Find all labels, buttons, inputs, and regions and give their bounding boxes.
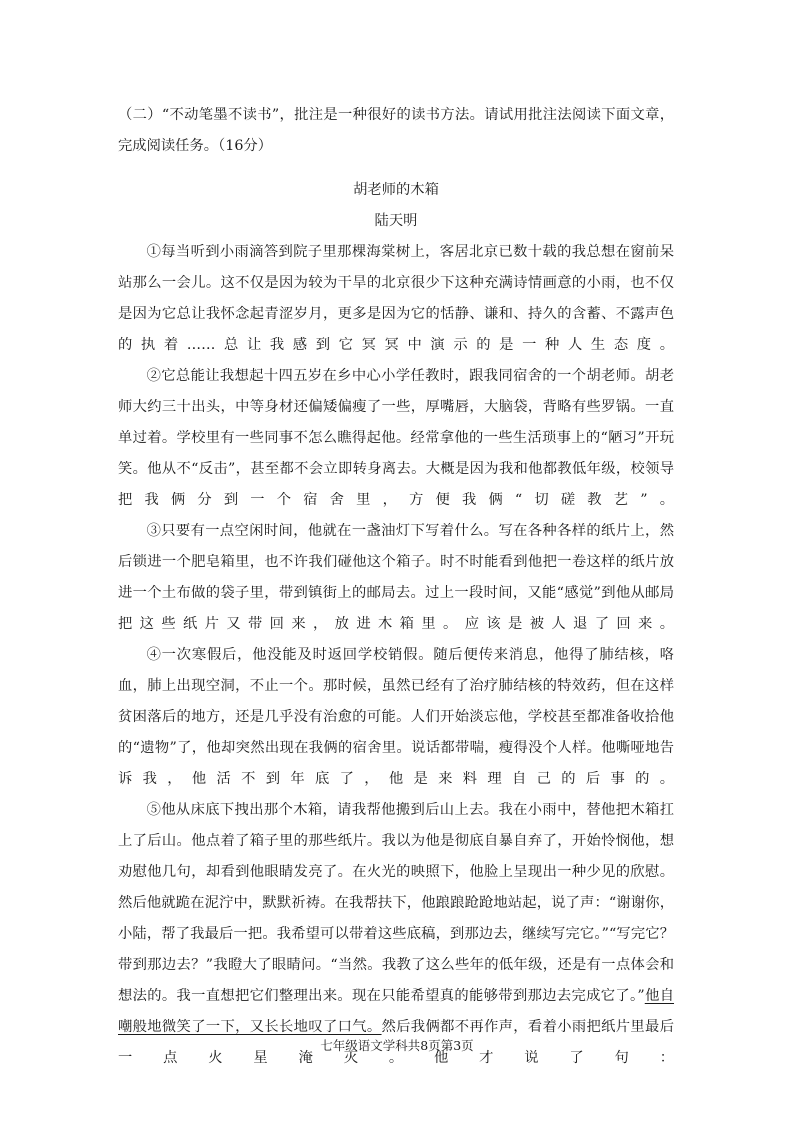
page-footer: 七年级语文学科共8页第3页 (320, 1038, 474, 1053)
paragraph-2: ②它总能让我想起十四五岁在乡中心小学任教时，跟我同宿舍的一个胡老师。胡老师大约三十出头，中等身材还偏矮偏瘦了一些，厚嘴唇，大脑袋，背略有些罗锅。一直单过着。学校里有一些同事不怎么瞧得起他。经常拿他的一些生活琐事上的“陋习”开玩笑。他从不“反击”，甚至都不会立即转身离去。大概是因为我和他都教低年级，校领导把我俩分到一个宿舍里，方便我俩“切磋教艺”。 (118, 368, 674, 508)
paragraph-3: ③只要有一点空闲时间，他就在一盏油灯下写着什么。写在各种各样的纸片上，然后锁进一个肥皂箱里，也不许我们碰他这个箱子。时不时能看到他把一卷这样的纸片放进一个土布做的袋子里，带到镇街上的邮局去。过上一段时间，又能“感觉”到他从邮局把这些纸片又带回来，放进木箱里。应该是被人退了回来。 (118, 523, 674, 632)
paragraph-4: ④一次寒假后，他没能及时返回学校销假。随后便传来消息，他得了肺结核，咯血，肺上出现空洞，不止一个。那时候，虽然已经有了治疗肺结核的特效药，但在这样贫困落后的地方，还是几乎没有治愈的可能。人们开始淡忘他，学校甚至都准备收拾他的“遗物”了，他却突然出现在我俩的宿舍里。说话都带喘，瘦得没个人样。他嘶哑地告诉我，他活不到年底了，他是来料理自己的后事的。 (118, 647, 674, 787)
paragraph-1: ①每当听到小雨滴答到院子里那棵海棠树上，客居北京已数十载的我总想在窗前呆站那么一会儿。这不仅是因为较为干旱的北京很少下这种充满诗情画意的小雨，也不仅是因为它总让我怀念起青涩岁月，更多是因为它的恬静、谦和、持久的含蓄、不露声色的执着……总让我感到它冥冥中演示的是一种人生态度。 (118, 244, 674, 353)
article-title: 胡老师的木箱 (353, 182, 439, 198)
underlined-sentence: 他自嘲般地微笑了一下，又长长地叹了口气。 (118, 988, 675, 1035)
section-instruction: （二）“不动笔墨不读书”，批注是一种很好的读书方法。请试用批注法阅读下面文章，完成阅读任务。（16分） (118, 107, 674, 154)
reading-passage (118, 100, 674, 1074)
article-author: 陆天明 (374, 213, 418, 229)
paragraph-5 (118, 795, 674, 1074)
paragraph-5-text: ⑤他从床底下拽出那个木箱，请我帮他搬到后山上去。我在小雨中，替他把木箱扛上了后山。他点着了箱子里的那些纸片。我以为他是彻底自暴自弃了，开始怜悯他，想劝慰他几句，却看到他眼睛发亮了。在火光的映照下，他脸上呈现出一种少见的欣慰。然后他就跪在泥泞中，默默祈祷。在我帮扶下，他踉踉跄跄地站起，说了声：“谢谢你，小陆，帮了我最后一把。我希望可以带着这些底稿，到那边去，继续写完它。”“写完它？带到那边去？”我瞪大了眼睛问。“当然。我教了这么些年的低年级，还是有一点体会和想法的。我一直想把它们整理出来。现在只能希望真的能够带到那边去完成它了。” (118, 802, 674, 1004)
paragraph-5-continuation: 然后我俩都不再作声，看着小雨把纸片里最后一点火星淹灭。他才说了句： (118, 1019, 674, 1066)
